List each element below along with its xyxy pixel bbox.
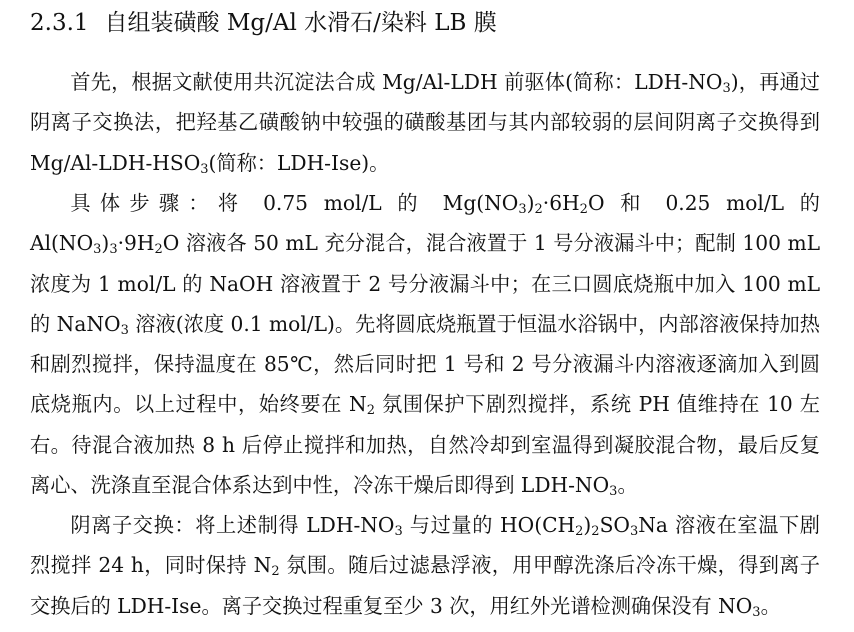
subscript: 3 <box>629 524 639 539</box>
text-run: 与过量的 HO(CH <box>402 513 576 537</box>
text-run: O 溶液各 50 mL 充分混合，混合液置于 1 号分液漏斗中；配制 100 mL 浓度为 1 mol/L 的 NaOH 溶液置于 2 号分液漏斗中；在三口圆底烧瓶中加入 100 mL 的 NaNO <box>30 231 820 336</box>
section-number: 2.3.1 <box>30 10 89 36</box>
text-run: (简称：LDH-Ise)。 <box>208 150 390 175</box>
subscript: 3 <box>752 604 761 620</box>
subscript: 3 <box>120 322 129 338</box>
text-run: ·9H <box>117 231 155 256</box>
section-heading <box>30 8 497 38</box>
text-run: Na 溶液在室温下剧烈搅拌 24 h，同时保持 N <box>30 513 820 578</box>
subscript: 3 <box>518 202 527 217</box>
text-run: 阴离子交换：将上述制得 LDH-NO <box>70 513 395 537</box>
text-run: SO <box>599 513 630 537</box>
text-run: 氛围保护下剧烈搅拌，系统 PH 值维持在 10 左右。待混合液加热 8 h 后停止搅拌和加热，自然冷却到室温得到凝胶混合物，最后反复离心、洗涤直至混合体系达到中性，冷冻干燥后即得到 LDH-NO <box>30 392 820 498</box>
text-run: 。 <box>760 593 781 618</box>
paragraph-intro <box>30 62 820 183</box>
paragraph-ion-exchange <box>30 505 820 626</box>
subscript: 2 <box>366 403 375 419</box>
subscript: 3 <box>722 81 731 96</box>
subscript: 3 <box>93 242 102 258</box>
subscript: 2 <box>154 242 163 258</box>
text-run: O 和 0.25 mol/L 的 Al(NO <box>30 191 820 256</box>
text-run: ) <box>583 513 592 537</box>
subscript: 2 <box>575 524 584 539</box>
subscript: 3 <box>109 242 118 258</box>
text-run: ·6H <box>542 191 580 215</box>
paragraph-procedure <box>30 183 820 505</box>
text-run: 。 <box>617 473 638 498</box>
text-run: )，再通过阴离子交换法，把羟基乙磺酸钠中较强的磺酸基团与其内部较弱的层间阴离子交换得到 Mg/Al-LDH-HSO <box>30 70 820 175</box>
text-run: 具体步骤：将 0.75 mol/L 的 Mg(NO <box>70 191 519 215</box>
subscript: 3 <box>200 161 209 177</box>
text-run: 氛围。随后过滤悬浮液，用甲醇洗涤后冷冻干燥，得到离子交换后的 LDH-Ise。离子交换过程重复至少 3 次，用红外光谱检测确保没有 NO <box>30 553 820 618</box>
subscript: 3 <box>394 524 403 539</box>
text-run: 首先，根据文献使用共沉淀法合成 Mg/Al-LDH 前驱体(简称：LDH-NO <box>70 70 723 94</box>
subscript: 2 <box>579 202 588 217</box>
text-run: ) <box>101 231 110 256</box>
text-run: ) <box>526 191 535 215</box>
section-title: 自组装磺酸 Mg/Al 水滑石/染料 LB 膜 <box>104 10 497 36</box>
text-run: 溶液(浓度 0.1 mol/L)。先将圆底烧瓶置于恒温水浴锅中，内部溶液保持加热和剧烈搅拌，保持温度在 85℃，然后同时把 1 号和 2 号分液漏斗内溶液逐滴加入到圆底烧瓶内。以上过程中，始终要在 N <box>30 311 820 417</box>
subscript: 2 <box>534 202 543 217</box>
subscript: 2 <box>271 564 280 580</box>
subscript: 2 <box>591 524 600 539</box>
subscript: 3 <box>609 484 618 500</box>
